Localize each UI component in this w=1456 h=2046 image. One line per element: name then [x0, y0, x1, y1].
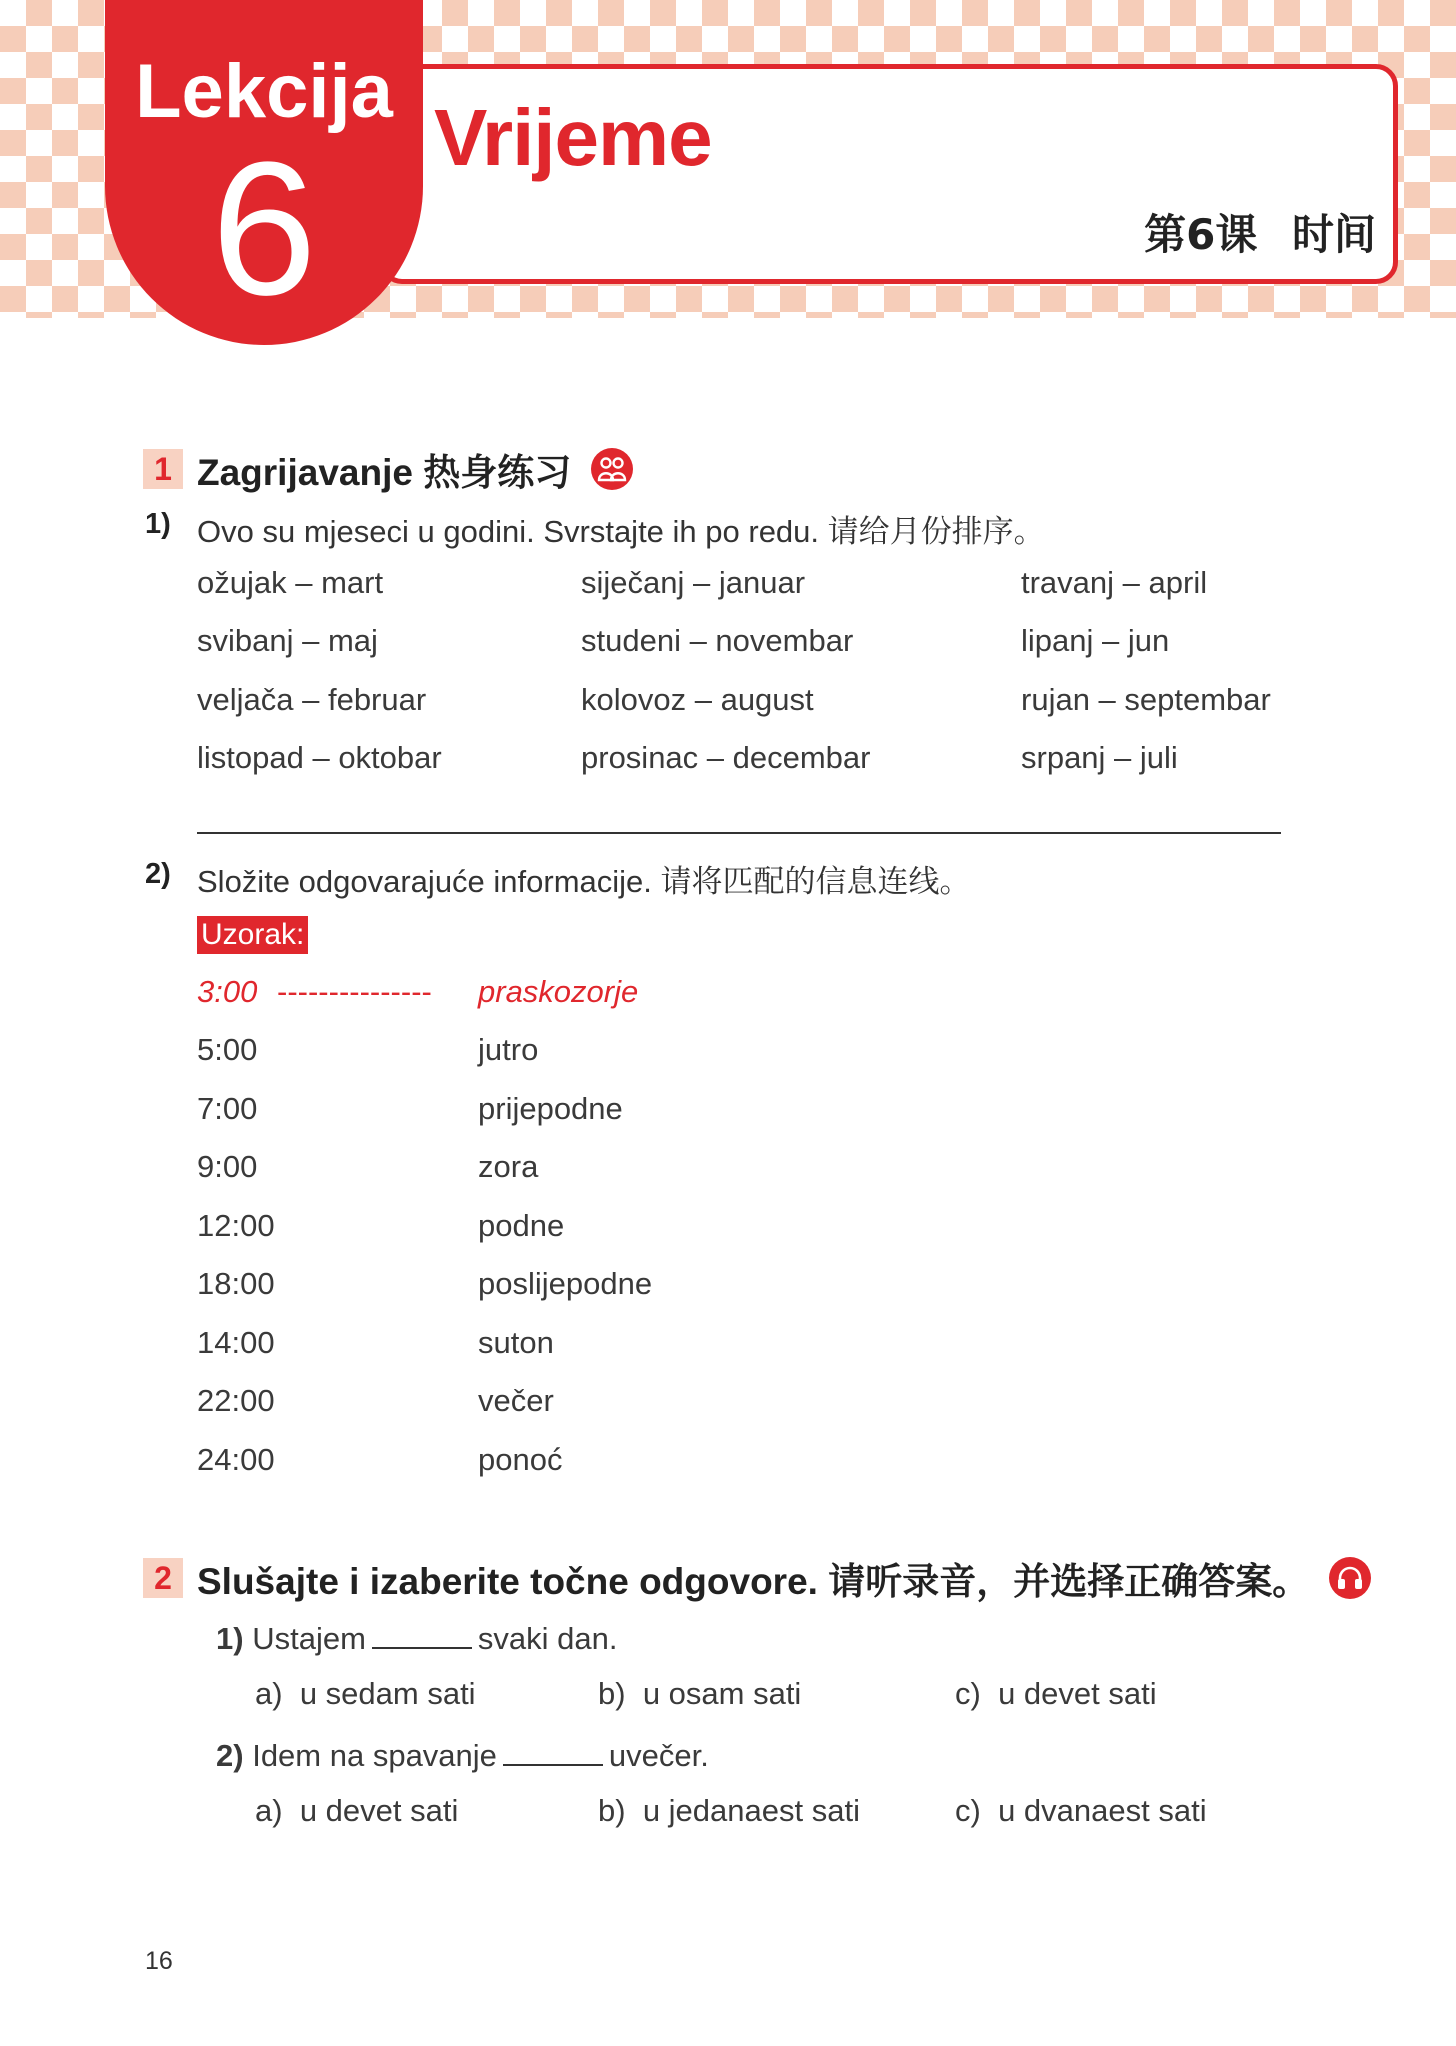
- lesson-title-chinese: 第6课 时间: [1144, 210, 1376, 259]
- month-cell: travanj – april: [1021, 565, 1208, 600]
- option-letter: b): [598, 1676, 626, 1711]
- time-of-day-word: suton: [478, 1325, 554, 1360]
- listening-question-1-after: svaki dan.: [477, 1621, 618, 1656]
- month-cell: srpanj – juli: [1021, 740, 1178, 775]
- option-letter: c): [955, 1793, 981, 1828]
- option-letter: a): [255, 1793, 283, 1828]
- month-cell: kolovoz – august: [581, 682, 814, 717]
- time-of-day-word: jutro: [478, 1032, 539, 1067]
- listening-question-2-after: uvečer.: [608, 1738, 709, 1773]
- section-2-title: Slušajte i izaberite točne odgovore. 请听录音，并选择正确答案。: [197, 1561, 1310, 1602]
- time-item: 12:00: [197, 1208, 275, 1243]
- month-cell: svibanj – maj: [197, 623, 378, 658]
- listening-question-2: [216, 1734, 709, 1774]
- question-2-text: Složite odgovarajuće informacije. 请将匹配的信息连线。: [197, 864, 971, 899]
- time-of-day-word: ponoć: [478, 1442, 563, 1477]
- month-cell: lipanj – jun: [1021, 623, 1170, 658]
- example-word: praskozorje: [478, 974, 639, 1009]
- month-cell: prosinac – decembar: [581, 740, 871, 775]
- time-of-day-word: prijepodne: [478, 1091, 623, 1126]
- option-1c[interactable]: [955, 1676, 1157, 1712]
- time-item: 22:00: [197, 1383, 275, 1418]
- time-of-day-word: zora: [478, 1149, 539, 1184]
- group-work-icon: [591, 448, 633, 490]
- example-time: 3:00: [197, 974, 258, 1009]
- month-cell: rujan – septembar: [1021, 682, 1271, 717]
- option-letter: a): [255, 1676, 283, 1711]
- time-of-day-word: poslijepodne: [478, 1266, 653, 1301]
- option-text: u jedanaest sati: [642, 1793, 860, 1828]
- option-2a[interactable]: [255, 1793, 458, 1829]
- lesson-title: Vrijeme: [434, 93, 712, 182]
- section-2-number: 2: [143, 1558, 183, 1598]
- time-item: 9:00: [197, 1149, 258, 1184]
- option-text: u sedam sati: [299, 1676, 476, 1711]
- time-item: 7:00: [197, 1091, 258, 1126]
- month-cell: listopad – oktobar: [197, 740, 442, 775]
- option-1b[interactable]: [598, 1676, 801, 1712]
- listening-question-2-before: Idem na spavanje: [252, 1738, 497, 1773]
- month-cell: studeni – novembar: [581, 623, 854, 658]
- option-2b[interactable]: [598, 1793, 860, 1829]
- listening-question-1-number: 1): [216, 1621, 244, 1656]
- time-item: 18:00: [197, 1266, 275, 1301]
- lesson-badge: [105, 0, 423, 345]
- example-label: Uzorak:: [197, 916, 308, 954]
- answer-line: [197, 832, 1281, 834]
- option-text: u devet sati: [998, 1676, 1157, 1711]
- section-1-heading: [143, 449, 633, 493]
- answer-blank[interactable]: [503, 1734, 603, 1766]
- option-text: u osam sati: [642, 1676, 802, 1711]
- option-letter: b): [598, 1793, 626, 1828]
- time-item: 5:00: [197, 1032, 258, 1067]
- listening-question-1-before: Ustajem: [252, 1621, 366, 1656]
- example-connector: ---------------: [277, 974, 432, 1009]
- headphones-icon: [1329, 1557, 1371, 1599]
- time-item: 14:00: [197, 1325, 275, 1360]
- listening-question-2-number: 2): [216, 1738, 244, 1773]
- time-item: 24:00: [197, 1442, 275, 1477]
- option-1a[interactable]: [255, 1676, 476, 1712]
- section-1-title: Zagrijavanje 热身练习: [197, 452, 572, 493]
- option-text: u dvanaest sati: [998, 1793, 1207, 1828]
- page-number: 16: [145, 1947, 173, 1975]
- answer-blank[interactable]: [372, 1617, 472, 1649]
- lesson-badge-word: Lekcija: [135, 49, 393, 134]
- time-of-day-word: podne: [478, 1208, 565, 1243]
- lesson-badge-number: 6: [211, 123, 317, 335]
- month-cell: siječanj – januar: [581, 565, 806, 600]
- month-cell: ožujak – mart: [197, 565, 384, 600]
- question-2-number: 2): [145, 858, 171, 890]
- option-text: u devet sati: [299, 1793, 459, 1828]
- listening-question-1: [216, 1617, 617, 1657]
- section-2-heading: [143, 1558, 1371, 1602]
- section-1-number: 1: [143, 449, 183, 489]
- month-cell: veljača – februar: [197, 682, 427, 717]
- time-of-day-word: večer: [478, 1383, 554, 1418]
- question-1-text: Ovo su mjeseci u godini. Svrstajte ih po redu. 请给月份排序。: [197, 514, 1045, 549]
- question-1-number: 1): [145, 508, 171, 540]
- option-2c[interactable]: [955, 1793, 1207, 1829]
- option-letter: c): [955, 1676, 981, 1711]
